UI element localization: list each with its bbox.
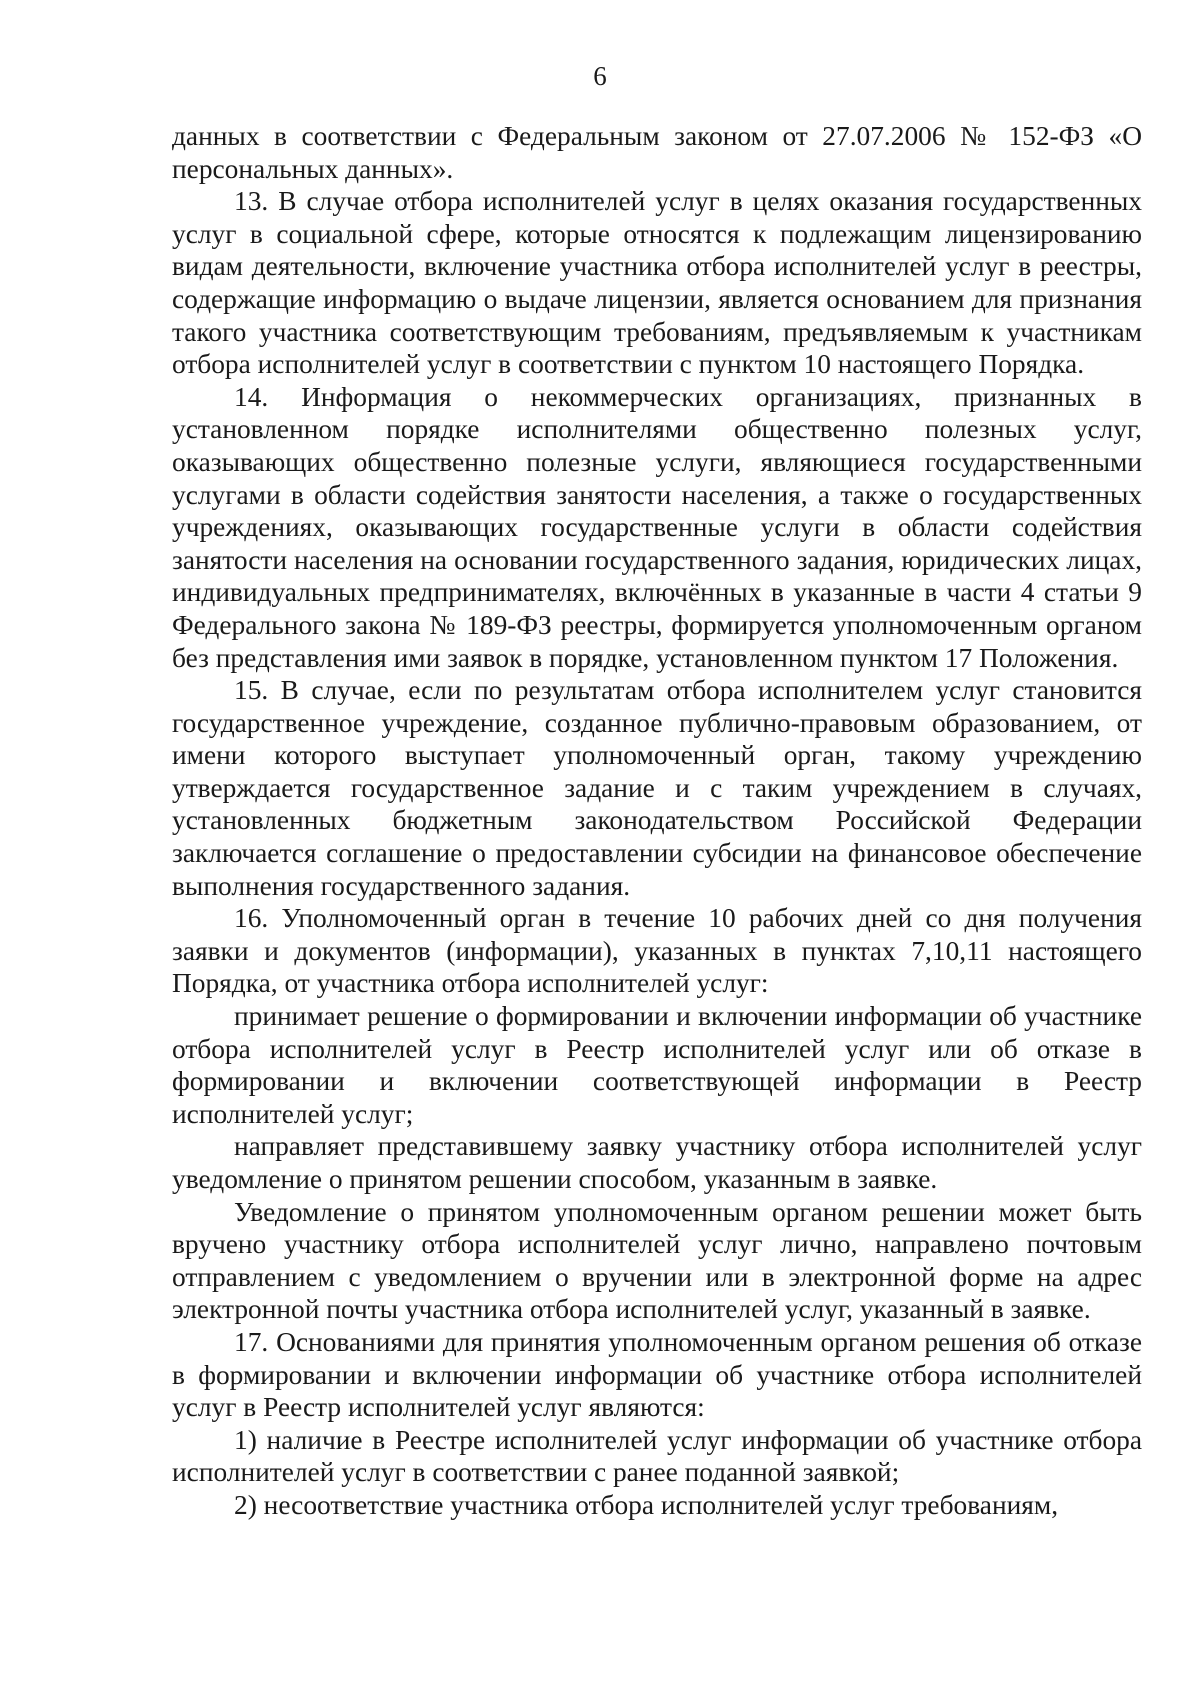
paragraph-17: 17. Основаниями для принятия уполномоченным органом решения об отказе в формировании и включении информации об участнике отбора исполнителей услуг в Реестр исполнителей услуг являются: xyxy=(172,1326,1142,1423)
page-number: 6 xyxy=(593,61,607,91)
paragraph-16-decision: принимает решение о формировании и включении информации об участнике отбора исполнителей услуг в Реестр исполнителей услуг или об отказе в формировании и включении соответствующей информации в Реестр исполнителей услуг; xyxy=(172,1001,1142,1129)
paragraph-15: 15. В случае, если по результатам отбора исполнителем услуг становится государственное учреждение, созданное публично-правовым образованием, от имени которого выступает уполномоченный орган, такому учреждению утверждается государственное задание и с таким учреждением в случаях, установленных бюджетным законодательством Российской Федерации заключается соглашение о предоставлении субсидии на финансовое обеспечение выполнения государственного задания. xyxy=(172,675,1142,901)
document-body xyxy=(172,120,1142,1522)
paragraph-continuation: данных в соответствии с Федеральным законом от 27.07.2006 № 152-ФЗ «О персональных данных». xyxy=(172,121,1142,184)
paragraph-13: 13. В случае отбора исполнителей услуг в целях оказания государственных услуг в социальной сфере, которые относятся к подлежащим лицензированию видам деятельности, включение участника отбора исполнителей услуг в реестры, содержащие информацию о выдаче лицензии, является основанием для признания такого участника соответствующим требованиям, предъявляемым к участникам отбора исполнителей услуг в соответствии с пунктом 10 настоящего Порядка. xyxy=(172,186,1142,380)
paragraph-16-delivery: Уведомление о принятом уполномоченным органом решении может быть вручено участнику отбора исполнителей услуг лично, направлено почтовым отправлением с уведомлением о вручении или в электронной форме на адрес электронной почты участника отбора исполнителей услуг, указанный в заявке. xyxy=(172,1196,1142,1325)
paragraph-17-item-2: 2) несоответствие участника отбора исполнителей услуг требованиям, xyxy=(234,1489,1059,1520)
paragraph-16-notification: направляет представившему заявку участнику отбора исполнителей услуг уведомление о принятом решении способом, указанным в заявке. xyxy=(172,1131,1142,1194)
paragraph-16: 16. Уполномоченный орган в течение 10 рабочих дней со дня получения заявки и документов (информации), указанных в пунктах 7,10,11 настоящего Порядка, от участника отбора исполнителей услуг: xyxy=(172,903,1142,999)
paragraph-14: 14. Информация о некоммерческих организациях, признанных в установленном порядке исполнителями общественно полезных услуг, оказывающих общественно полезные услуги, являющиеся государственными услугами в области содействия занятости населения, а также о государственных учреждениях, оказывающих государственные услуги в области содействия занятости населения на основании государственного задания, юридических лицах, индивидуальных предпринимателях, включённых в указанные в части 4 статьи 9 Федерального закона № 189-ФЗ реестры, формируется уполномоченным органом без представления ими заявок в порядке, установленном пунктом 17 Положения. xyxy=(172,381,1142,673)
paragraph-17-item-1: 1) наличие в Реестре исполнителей услуг информации об участнике отбора исполнителей услуг в соответствии с ранее поданной заявкой; xyxy=(172,1424,1142,1488)
